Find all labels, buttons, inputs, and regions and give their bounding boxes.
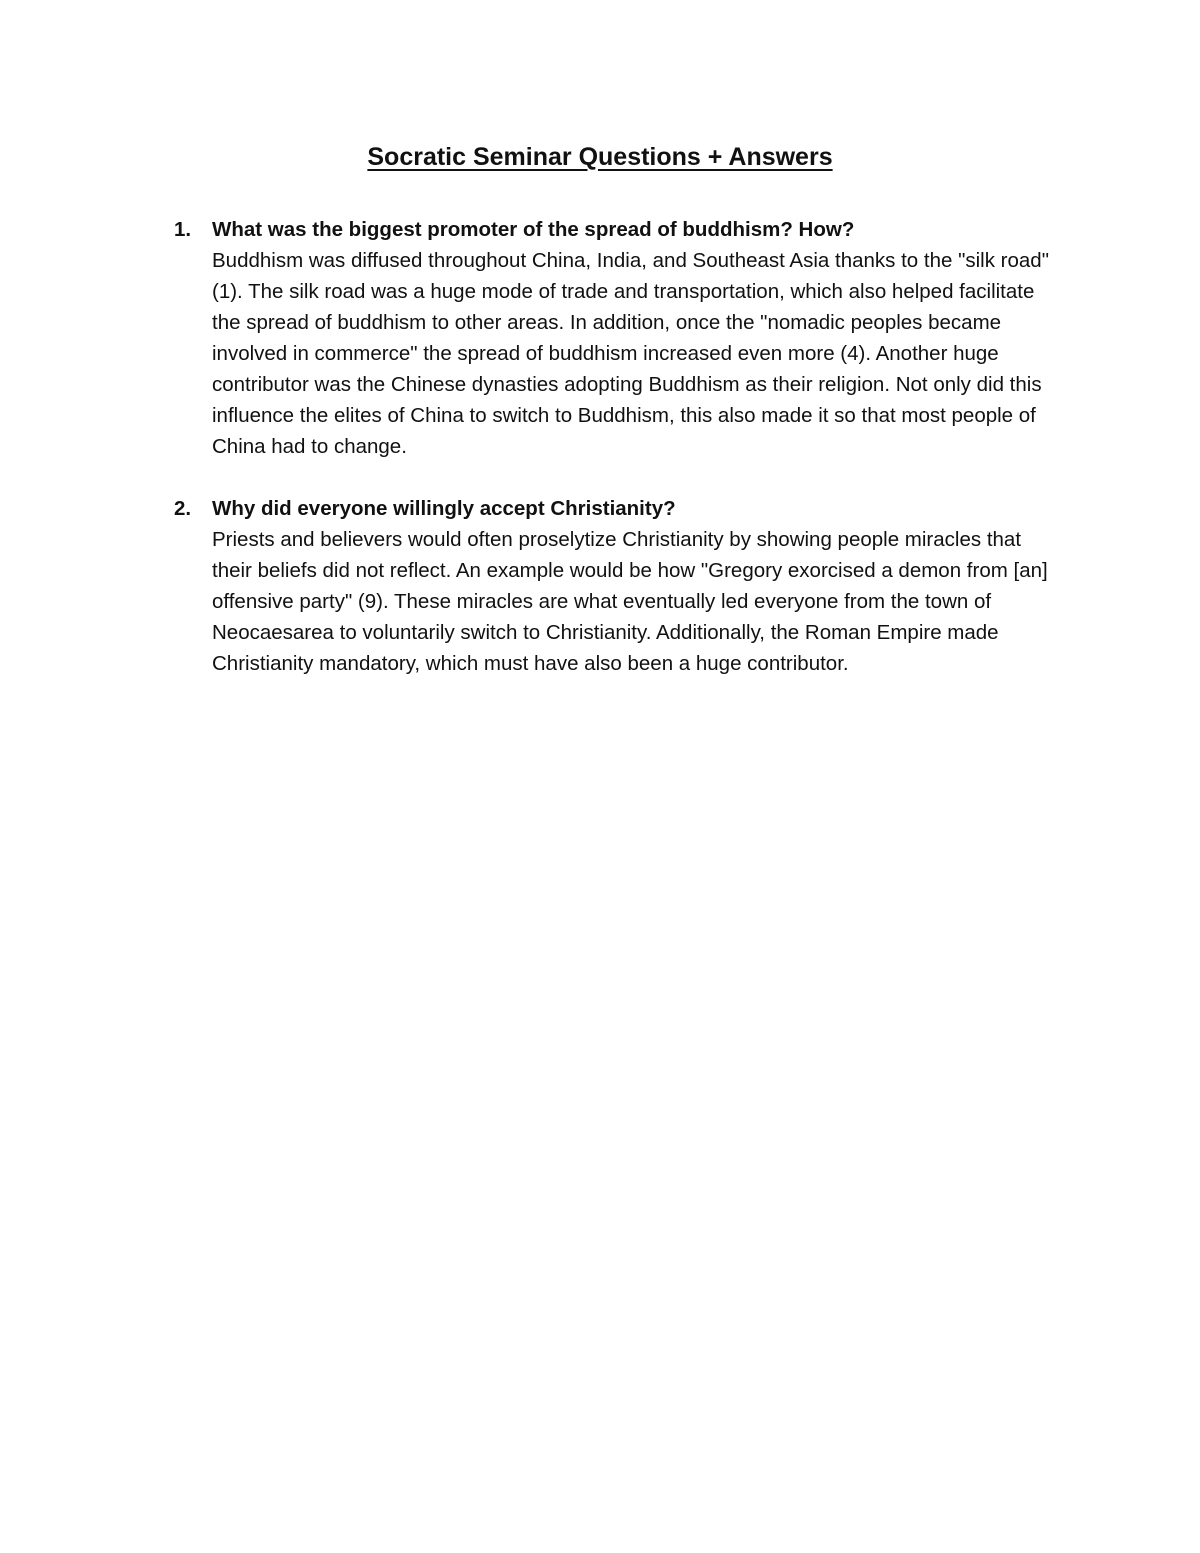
question-list [174, 214, 1054, 679]
document-title: Socratic Seminar Questions + Answers [367, 143, 833, 171]
question-number: 1. [174, 218, 192, 241]
question-text: What was the biggest promoter of the spread of buddhism? How? [212, 218, 855, 241]
answer-text: Buddhism was diffused throughout China, India, and Southeast Asia thanks to the "silk road" (1). The silk road was a huge mode of trade and transportation, which also helped facilitate the spread of buddhism to other areas. In addition, once the "nomadic peoples became involved in commerce" the spread of buddhism increased even more (4). Another huge contributor was the Chinese dynasties adopting Buddhism as their religion. Not only did this influence the elites of China to switch to Buddhism, this also made it so that most people of China had to change. [212, 249, 1049, 458]
question-item-1 [174, 214, 1054, 462]
answer-text: Priests and believers would often proselytize Christianity by showing people miracles that their beliefs did not reflect. An example would be how "Gregory exorcised a demon from [an] offensive party" (9). These miracles are what eventually led everyone from the town of Neocaesarea to voluntarily switch to Christianity. Additionally, the Roman Empire made Christianity mandatory, which must have also been a huge contributor. [212, 528, 1048, 675]
question-item-2 [174, 493, 1054, 679]
question-number: 2. [174, 497, 192, 520]
question-text: Why did everyone willingly accept Christianity? [212, 497, 676, 520]
